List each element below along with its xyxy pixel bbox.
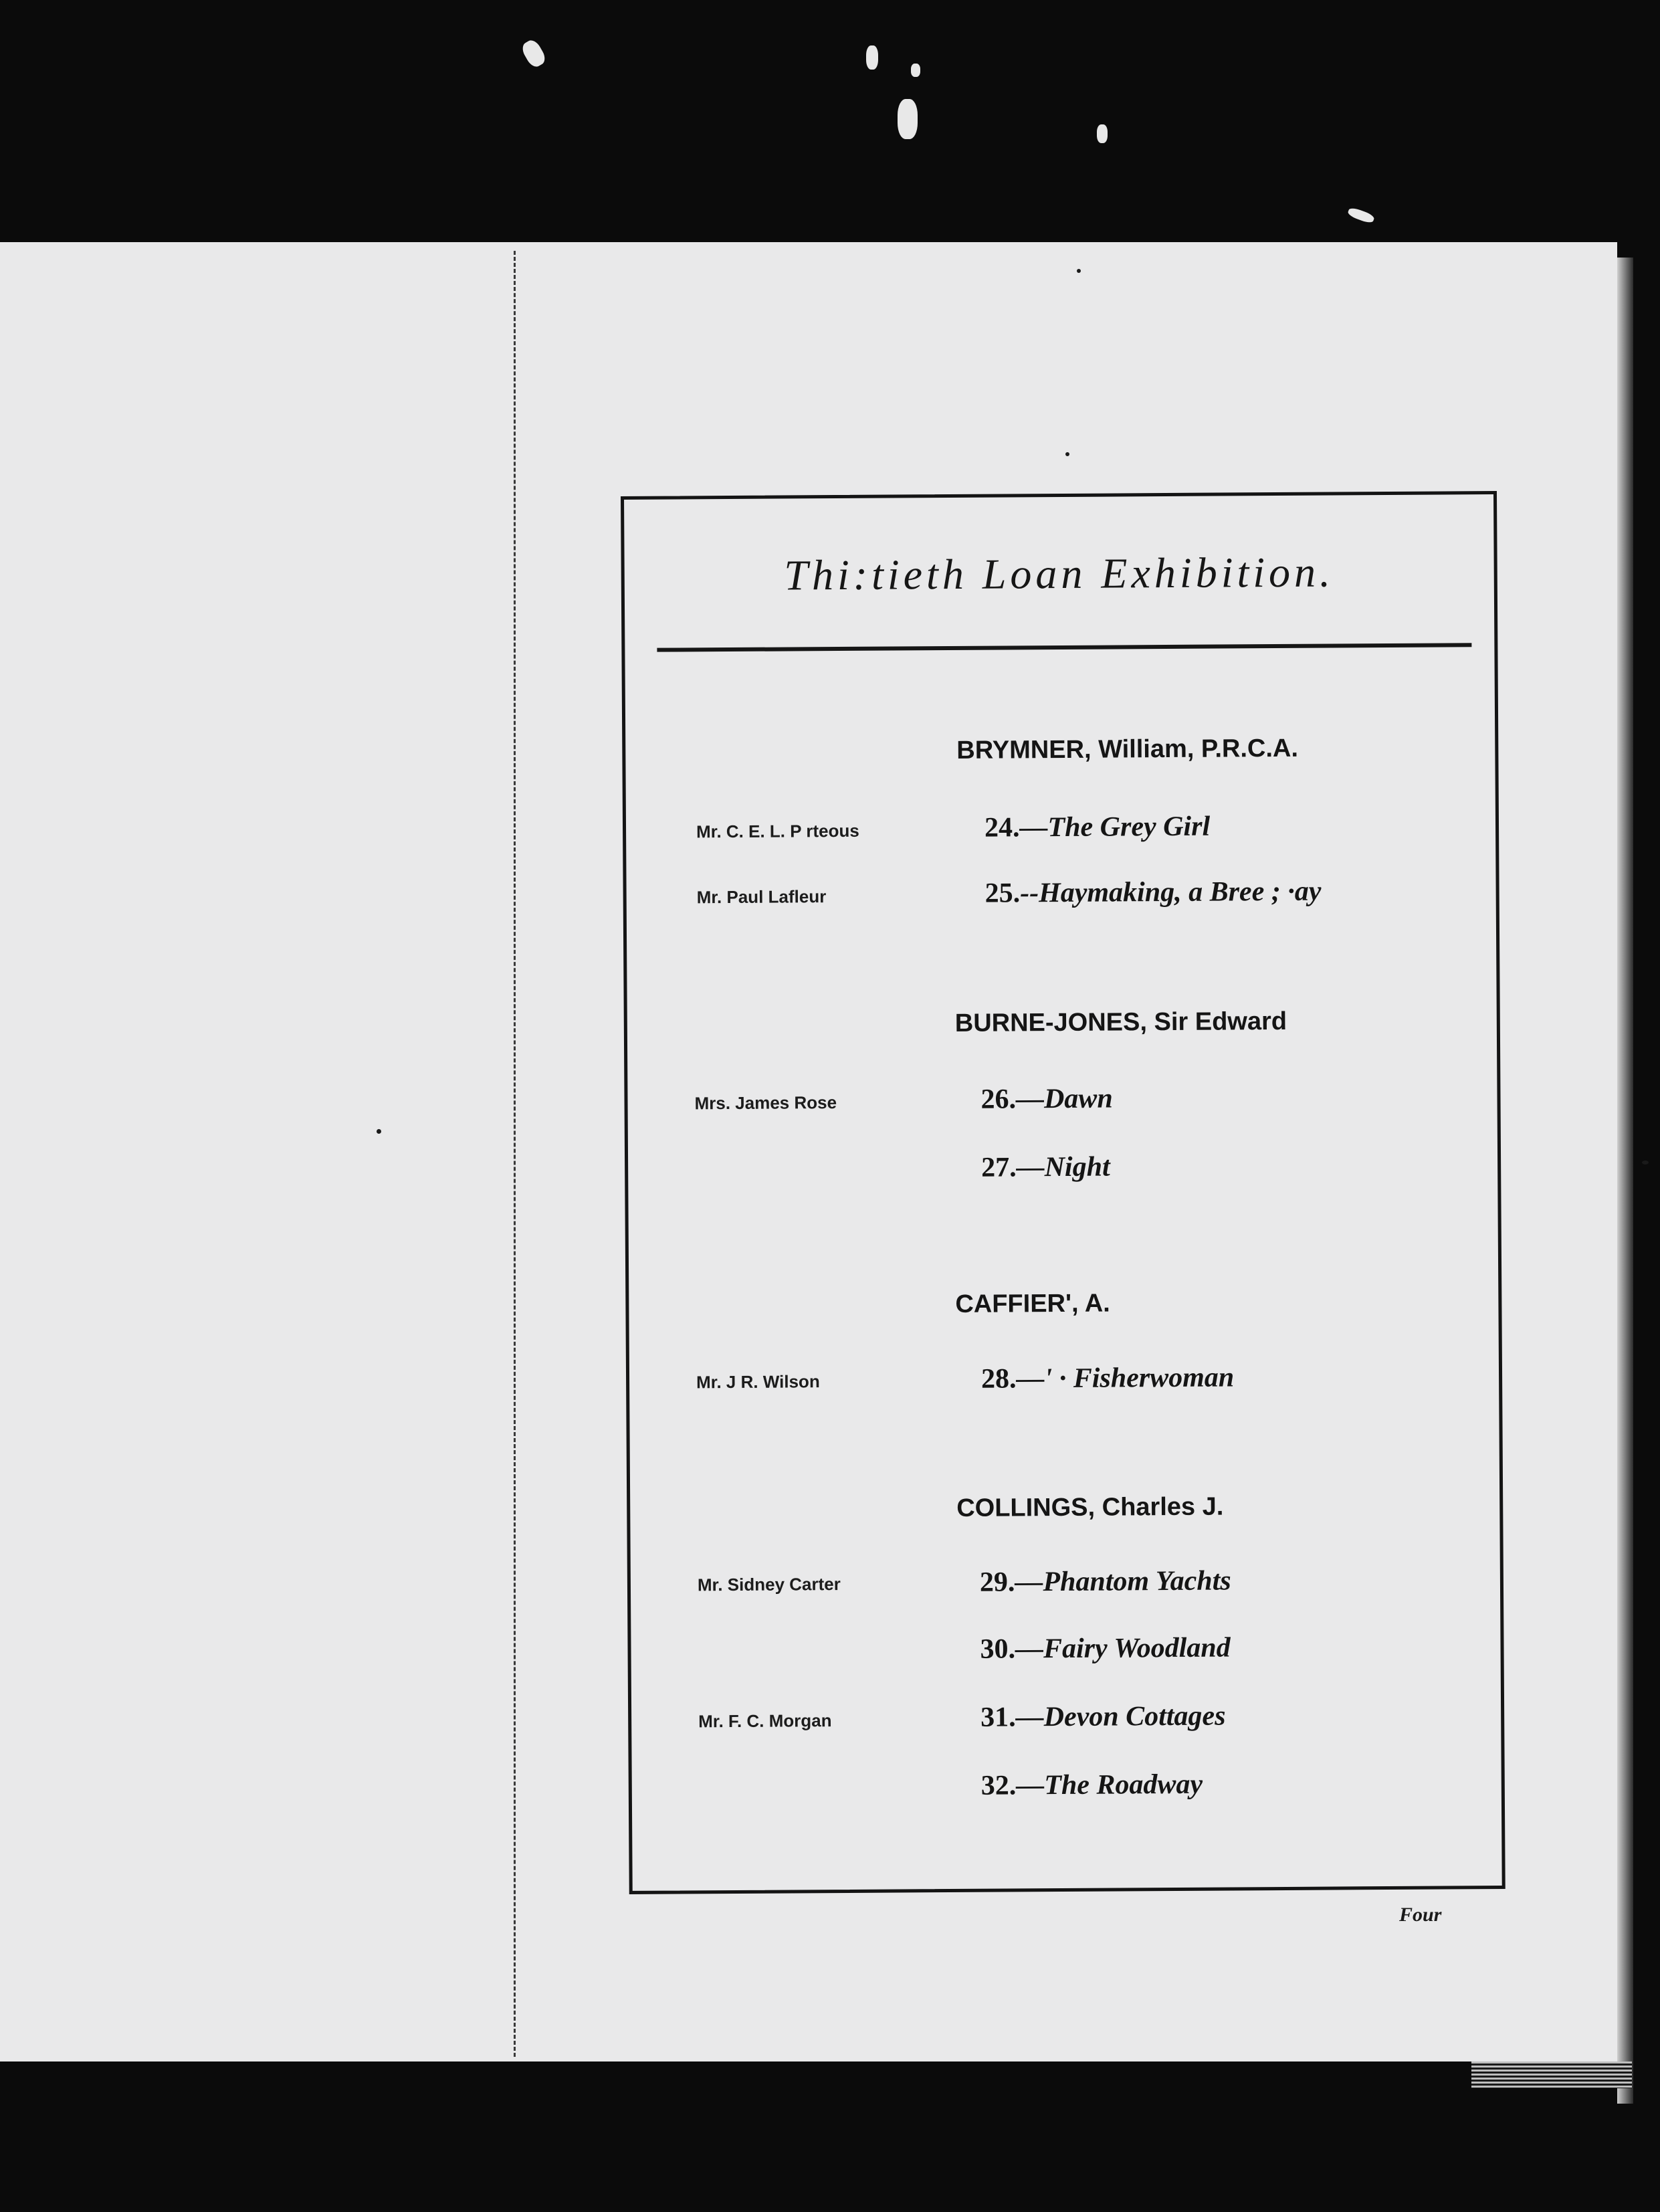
entry-title: —' · Fisherwoman [1016,1362,1235,1395]
lender-name: Mr. Paul Lafleur [696,886,827,908]
scan-artifact [1065,452,1069,456]
lender-name: Mr. Sidney Carter [697,1574,841,1595]
entry-title: —Night [1016,1151,1110,1183]
catalogue-entry [984,811,1210,844]
scan-artifact [898,99,918,139]
artist-heading: BRYMNER, William, P.R.C.A. [956,734,1299,765]
scan-artifact [1347,207,1375,225]
lender-name: Mr. C. E. L. P rteous [696,820,859,842]
catalogue-frame [621,491,1506,1894]
lender-name: Mr. J R. Wilson [696,1371,820,1393]
entry-title: —Fairy Woodland [1015,1632,1231,1665]
entry-number: 30. [980,1633,1016,1665]
entry-number: 25. [984,878,1021,909]
artist-heading: BURNE-JONES, Sir Edward [954,1007,1287,1037]
entry-title: —The Grey Girl [1019,811,1211,843]
catalogue-entry [981,1151,1110,1184]
catalogue-entry [980,1631,1230,1665]
entry-title: —Phantom Yachts [1015,1565,1231,1598]
scan-artifact [866,45,878,70]
scan-artifact [911,64,920,77]
fold-line [514,251,516,2057]
entry-number: 28. [980,1363,1017,1395]
artist-heading: COLLINGS, Charles J. [956,1492,1224,1522]
artist-heading: CAFFIER', A. [955,1289,1110,1318]
entry-title: —The Roadway [1016,1769,1203,1801]
entry-number: 27. [981,1152,1017,1183]
catalogue-entry [980,1700,1226,1734]
exhibition-heading: Thi:tieth Loan Exhibition. [784,548,1335,599]
page-edge [1617,258,1633,2104]
lender-name: Mr. F. C. Morgan [698,1710,832,1732]
entry-title: --Haymaking, a Bree ; ·ay [1019,876,1322,909]
heading-rule [657,643,1471,651]
lender-name: Mrs. James Rose [694,1092,837,1114]
scan-artifact [377,1129,381,1134]
page-stack-edge [1471,2062,1632,2088]
entry-title: —Devon Cottages [1015,1700,1226,1733]
catalogue-entry [981,1361,1234,1395]
scan-artifact [1642,1161,1649,1165]
entry-number: 29. [979,1567,1015,1598]
scan-artifact [520,37,548,70]
catalogue-entry [984,876,1321,910]
entry-title: —Dawn [1015,1083,1113,1115]
catalogue-entry [980,1565,1231,1598]
page-number: Four [1399,1904,1442,1926]
scan-artifact [1077,269,1081,273]
catalogue-entry [980,1083,1112,1116]
entry-number: 26. [980,1084,1017,1115]
entry-number: 32. [980,1770,1017,1801]
scan-artifact [1097,124,1108,143]
entry-number: 24. [984,812,1020,843]
catalogue-entry [981,1769,1203,1802]
entry-number: 31. [980,1702,1016,1733]
